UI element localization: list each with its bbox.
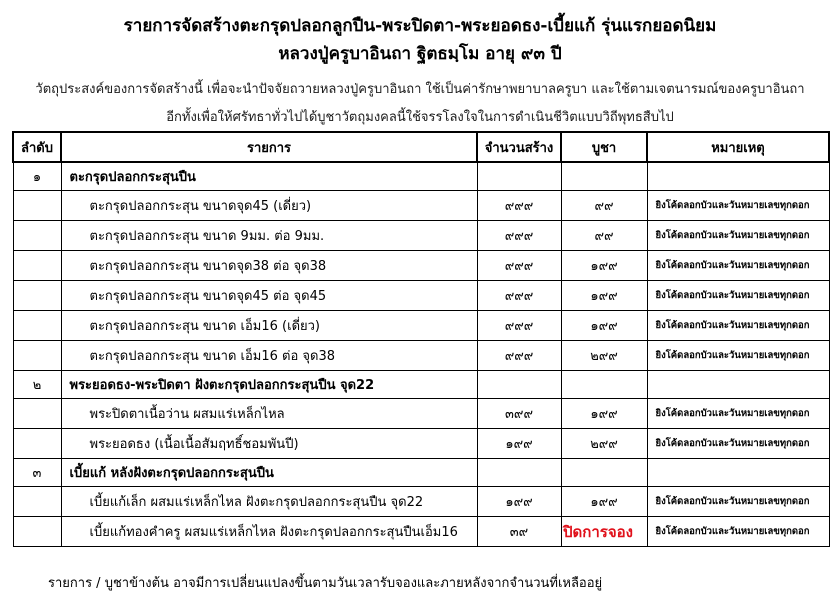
item-name: เบี้ยแก้เล็ก ผสมแร่เหล็กไหล ฝังตะกรุดปลอกกระสุนปืน จุด22 [61, 487, 477, 517]
item-note: ยิงโค้ดลอกบัวและวันหมายเลขทุกดอก [647, 487, 829, 517]
item-name: ตะกรุดปลอกกระสุน ขนาด เอ็ม16 (เดี่ยว) [61, 311, 477, 341]
section-number: ๓ [13, 459, 61, 487]
header-item: รายการ [61, 132, 477, 162]
table-row [13, 517, 829, 547]
table-row [13, 341, 829, 371]
item-name: ตะกรุดปลอกกระสุน ขนาดจุด38 ต่อ จุด38 [61, 251, 477, 281]
item-name: พระยอดธง (เนื้อเนื้อสัมฤทธิ์ชอมพันปี) [61, 429, 477, 459]
item-name: ตะกรุดปลอกกระสุน ขนาดจุด45 ต่อ จุด45 [61, 281, 477, 311]
table-header-row [13, 132, 829, 162]
item-note: ยิงโค้ดลอกบัวและวันหมายเลขทุกดอก [647, 517, 829, 547]
document-title: รายการจัดสร้างตะกรุดปลอกลูกปืน-พระปิดตา-พระยอดธง-เบี้ยแก้ รุ่นแรกยอดนิยม [123, 16, 717, 36]
item-price: ๙๙ [561, 221, 647, 251]
item-price: ๙๙ [561, 191, 647, 221]
item-qty: ๓๙๙ [477, 399, 561, 429]
item-note: ยิงโค้ดลอกบัวและวันหมายเลขทุกดอก [647, 429, 829, 459]
item-name: พระปิดตาเนื้อว่าน ผสมแร่เหล็กไหล [61, 399, 477, 429]
section-row [13, 371, 829, 399]
item-note: ยิงโค้ดลอกบัวและวันหมายเลขทุกดอก [647, 221, 829, 251]
item-note: ยิงโค้ดลอกบัวและวันหมายเลขทุกดอก [647, 399, 829, 429]
item-price: ๑๙๙ [561, 281, 647, 311]
item-qty: ๑๙๙ [477, 429, 561, 459]
item-price: ๑๙๙ [561, 251, 647, 281]
table-row [13, 311, 829, 341]
section-row [13, 459, 829, 487]
item-qty: ๙๙๙ [477, 281, 561, 311]
item-name: ตะกรุดปลอกกระสุน ขนาด 9มม. ต่อ 9มม. [61, 221, 477, 251]
item-note: ยิงโค้ดลอกบัวและวันหมายเลขทุกดอก [647, 311, 829, 341]
section-number: ๒ [13, 371, 61, 399]
item-qty: ๙๙๙ [477, 221, 561, 251]
section-name: เบี้ยแก้ หลังฝังตะกรุดปลอกกระสุนปืน [61, 459, 477, 487]
header-price: บูชา [561, 132, 647, 162]
section-row [13, 162, 829, 191]
table-row [13, 221, 829, 251]
section-name: ตะกรุดปลอกกระสุนปืน [61, 162, 477, 191]
item-qty: ๙๙๙ [477, 311, 561, 341]
document-subtitle: หลวงปู่ครูบาอินถา ฐิตธมฺโม อายุ ๙๓ ปี [278, 44, 562, 64]
table-row [13, 281, 829, 311]
table-row [13, 399, 829, 429]
sold-out-label: ปิดการจอง [563, 522, 633, 541]
item-price: ๒๙๙ [561, 341, 647, 371]
table-row [13, 191, 829, 221]
section-number: ๑ [13, 162, 61, 191]
item-note: ยิงโค้ดลอกบัวและวันหมายเลขทุกดอก [647, 251, 829, 281]
item-note: ยิงโค้ดลอกบัวและวันหมายเลขทุกดอก [647, 191, 829, 221]
item-qty: ๙๙๙ [477, 341, 561, 371]
item-note: ยิงโค้ดลอกบัวและวันหมายเลขทุกดอก [647, 341, 829, 371]
table-row [13, 251, 829, 281]
intro-line-1: วัตถุประสงค์ของการจัดสร้างนี้ เพื่อจะนำปัจจัยถวายหลวงปู่ครูบาอินถา ใช้เป็นค่ารักษาพยาบาลครูบา และใช้ตามเจตนารมณ์ของครูบาอินถา [35, 82, 805, 97]
item-price: ๑๙๙ [561, 399, 647, 429]
item-qty: ๑๙๙ [477, 487, 561, 517]
table-row [13, 429, 829, 459]
items-table [12, 131, 830, 547]
item-name: ตะกรุดปลอกกระสุน ขนาด เอ็ม16 ต่อ จุด38 [61, 341, 477, 371]
item-qty: ๙๙๙ [477, 191, 561, 221]
header-note: หมายเหตุ [647, 132, 829, 162]
item-name: เบี้ยแก้ทองคำครู ผสมแร่เหล็กไหล ฝังตะกรุดปลอกกระสุนปืนเอ็ม16 [61, 517, 477, 547]
footer-note: รายการ / บูชาข้างต้น อาจมีการเปลี่ยนแปลงขึ้นตามวันเวลารับจองและภายหลังจากจำนวนที่เหลืออยู่ [48, 576, 603, 591]
header-no: ลำดับ [13, 132, 61, 162]
item-qty: ๓๙ [477, 517, 561, 547]
table-row [13, 487, 829, 517]
section-name: พระยอดธง-พระปิดตา ฝังตะกรุดปลอกกระสุนปืน จุด22 [61, 371, 477, 399]
intro-line-2: อีกทั้งเพื่อให้ศรัทธาทั่วไปได้บูชาวัตถุมงคลนี้ใช้จรรโลงใจในการดำเนินชีวิตแบบวิถีพุทธสืบไป [166, 110, 674, 125]
item-name: ตะกรุดปลอกกระสุน ขนาดจุด45 (เดี่ยว) [61, 191, 477, 221]
item-price: ๒๙๙ [561, 429, 647, 459]
item-note: ยิงโค้ดลอกบัวและวันหมายเลขทุกดอก [647, 281, 829, 311]
item-price: ๑๙๙ [561, 311, 647, 341]
item-price: ๑๙๙ [561, 487, 647, 517]
header-qty: จำนวนสร้าง [477, 132, 561, 162]
item-qty: ๙๙๙ [477, 251, 561, 281]
